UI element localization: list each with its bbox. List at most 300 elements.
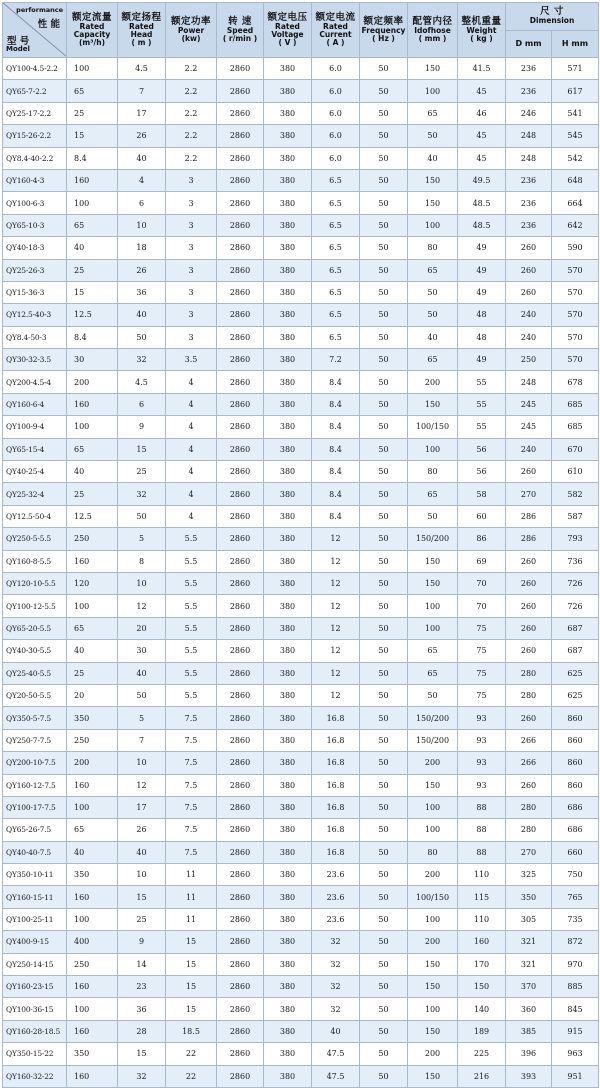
dim-h-cell: 963: [552, 1043, 599, 1065]
frequency-cell: 50: [360, 796, 408, 818]
current-cell: 32: [312, 953, 360, 975]
dim-h-cell: 678: [552, 371, 599, 393]
head-cell: 17: [118, 102, 166, 124]
capacity-cell: 40: [67, 640, 118, 662]
weight-cell: 48: [458, 304, 506, 326]
current-cell: 6.5: [312, 326, 360, 348]
dim-h-cell: 587: [552, 505, 599, 527]
capacity-cell: 65: [67, 438, 118, 460]
hose-cell: 50: [408, 684, 458, 706]
current-cell: 6.5: [312, 214, 360, 236]
table-row: [3, 572, 599, 594]
dim-d-cell: 360: [506, 998, 552, 1020]
dim-h-cell: 541: [552, 102, 599, 124]
table-row: [3, 416, 599, 438]
current-cell: 6.5: [312, 304, 360, 326]
frequency-cell: 50: [360, 572, 408, 594]
dim-h-cell: 670: [552, 438, 599, 460]
hose-cell: 80: [408, 237, 458, 259]
voltage-cell: 380: [264, 752, 312, 774]
weight-cell: 150: [458, 976, 506, 998]
current-cell: 16.8: [312, 752, 360, 774]
capacity-cell: 100: [67, 416, 118, 438]
head-cell: 7: [118, 729, 166, 751]
model-cell: QY40-25-4: [3, 461, 67, 483]
power-cell: 4: [166, 461, 217, 483]
power-cell: 5.5: [166, 640, 217, 662]
speed-cell: 2860: [217, 326, 264, 348]
dim-d-cell: 270: [506, 841, 552, 863]
model-cell: QY100-9-4: [3, 416, 67, 438]
performance-label: performance: [16, 6, 63, 14]
table-row: [3, 214, 599, 236]
speed-cell: 2860: [217, 483, 264, 505]
pump-spec-table: [2, 2, 599, 1088]
speed-cell: 2860: [217, 371, 264, 393]
dim-d-cell: 280: [506, 684, 552, 706]
voltage-cell: 380: [264, 147, 312, 169]
model-cell: QY25-26-3: [3, 259, 67, 281]
speed-cell: 2860: [217, 147, 264, 169]
head-cell: 6: [118, 192, 166, 214]
speed-cell: 2860: [217, 707, 264, 729]
dim-d-cell: 240: [506, 304, 552, 326]
speed-cell: 2860: [217, 528, 264, 550]
head-cell: 32: [118, 349, 166, 371]
power-cell: 11: [166, 908, 217, 930]
capacity-cell: 65: [67, 214, 118, 236]
table-row: [3, 125, 599, 147]
power-zh: 额定功率: [170, 16, 211, 28]
capacity-cell: 30: [67, 349, 118, 371]
head-cell: 26: [118, 819, 166, 841]
model-en-label: Model: [6, 45, 30, 53]
weight-cell: 93: [458, 774, 506, 796]
capacity-zh: 额定流量: [71, 12, 112, 24]
current-cell: 16.8: [312, 796, 360, 818]
table-row: [3, 349, 599, 371]
capacity-cell: 100: [67, 192, 118, 214]
spec-table-body: [3, 58, 599, 1088]
capacity-cell: 100: [67, 595, 118, 617]
hose-cell: 150: [408, 774, 458, 796]
current-cell: 23.6: [312, 908, 360, 930]
capacity-cell: 250: [67, 953, 118, 975]
weight-cell: 110: [458, 864, 506, 886]
dim-h-cell: 885: [552, 976, 599, 998]
capacity-cell: 350: [67, 1043, 118, 1065]
power-cell: 5.5: [166, 528, 217, 550]
speed-cell: 2860: [217, 617, 264, 639]
speed-cell: 2860: [217, 393, 264, 415]
voltage-cell: 380: [264, 908, 312, 930]
weight-header: [458, 3, 506, 58]
frequency-unit: ( Hz ): [372, 33, 395, 43]
corner-header: [3, 3, 67, 58]
voltage-cell: 380: [264, 1020, 312, 1042]
hose-cell: 150: [408, 192, 458, 214]
capacity-cell: 8.4: [67, 326, 118, 348]
dim-d-cell: 248: [506, 147, 552, 169]
weight-cell: 93: [458, 729, 506, 751]
current-cell: 16.8: [312, 707, 360, 729]
table-row: [3, 640, 599, 662]
dim-h-cell: 570: [552, 259, 599, 281]
table-row: [3, 998, 599, 1020]
voltage-cell: 380: [264, 550, 312, 572]
speed-cell: 2860: [217, 640, 264, 662]
current-cell: 6.5: [312, 237, 360, 259]
dim-d-cell: 236: [506, 58, 552, 80]
current-cell: 6.5: [312, 259, 360, 281]
current-cell: 6.0: [312, 102, 360, 124]
head-cell: 40: [118, 304, 166, 326]
table-row: [3, 796, 599, 818]
dim-d-cell: 260: [506, 774, 552, 796]
frequency-zh: 额定频率: [363, 16, 404, 28]
hose-cell: 200: [408, 752, 458, 774]
table-row: [3, 976, 599, 998]
voltage-cell: 380: [264, 572, 312, 594]
dimension-header: [506, 3, 599, 31]
dim-d-cell: 260: [506, 237, 552, 259]
weight-cell: 49: [458, 259, 506, 281]
dim-h-cell: 951: [552, 1065, 599, 1087]
model-cell: QY40-18-3: [3, 237, 67, 259]
voltage-cell: 380: [264, 371, 312, 393]
current-cell: 47.5: [312, 1065, 360, 1087]
head-cell: 7: [118, 80, 166, 102]
frequency-cell: 50: [360, 1020, 408, 1042]
weight-cell: 140: [458, 998, 506, 1020]
power-cell: 15: [166, 998, 217, 1020]
frequency-cell: 50: [360, 864, 408, 886]
current-cell: 8.4: [312, 371, 360, 393]
head-cell: 15: [118, 886, 166, 908]
current-cell: 6.5: [312, 192, 360, 214]
current-cell: 23.6: [312, 864, 360, 886]
power-cell: 3: [166, 259, 217, 281]
weight-cell: 170: [458, 953, 506, 975]
head-cell: 36: [118, 281, 166, 303]
frequency-cell: 50: [360, 1043, 408, 1065]
head-cell: 50: [118, 684, 166, 706]
speed-cell: 2860: [217, 886, 264, 908]
head-cell: 26: [118, 259, 166, 281]
capacity-cell: 25: [67, 259, 118, 281]
model-cell: QY65-15-4: [3, 438, 67, 460]
table-row: [3, 886, 599, 908]
weight-cell: 49: [458, 349, 506, 371]
weight-cell: 49.5: [458, 169, 506, 191]
weight-cell: 55: [458, 416, 506, 438]
model-cell: QY160-4-3: [3, 169, 67, 191]
voltage-zh: 额定电压: [267, 12, 308, 24]
head-cell: 25: [118, 908, 166, 930]
power-cell: 7.5: [166, 819, 217, 841]
power-cell: 2.2: [166, 147, 217, 169]
model-cell: QY25-17-2.2: [3, 102, 67, 124]
power-cell: 5.5: [166, 550, 217, 572]
capacity-cell: 65: [67, 80, 118, 102]
dim-d-cell: 393: [506, 1065, 552, 1087]
capacity-cell: 200: [67, 752, 118, 774]
model-cell: QY250-7-7.5: [3, 729, 67, 751]
dim-d-cell: 236: [506, 192, 552, 214]
speed-en1: Speed: [226, 26, 254, 36]
dim-h-cell: 750: [552, 864, 599, 886]
frequency-cell: 50: [360, 841, 408, 863]
dim-d-cell: 260: [506, 461, 552, 483]
frequency-cell: 50: [360, 774, 408, 796]
head-header: [118, 3, 166, 58]
speed-cell: 2860: [217, 572, 264, 594]
weight-cell: 160: [458, 931, 506, 953]
dim-h-cell: 582: [552, 483, 599, 505]
current-zh: 额定电流: [315, 12, 356, 24]
power-cell: 15: [166, 953, 217, 975]
hose-cell: 100/150: [408, 416, 458, 438]
dim-d-cell: 260: [506, 572, 552, 594]
header-row: [3, 3, 599, 31]
current-cell: 8.4: [312, 505, 360, 527]
dim-d-cell: 385: [506, 1020, 552, 1042]
dim-h-cell: 726: [552, 595, 599, 617]
dim-h-cell: 625: [552, 662, 599, 684]
head-cell: 20: [118, 617, 166, 639]
dim-d-cell: 266: [506, 752, 552, 774]
hose-cell: 100: [408, 998, 458, 1020]
table-row: [3, 259, 599, 281]
dim-d-cell: 260: [506, 640, 552, 662]
model-cell: QY100-4.5-2.2: [3, 58, 67, 80]
power-cell: 7.5: [166, 841, 217, 863]
hose-cell: 100: [408, 819, 458, 841]
voltage-cell: 380: [264, 707, 312, 729]
current-cell: 16.8: [312, 841, 360, 863]
hose-cell: 100: [408, 617, 458, 639]
frequency-cell: 50: [360, 662, 408, 684]
head-cell: 50: [118, 326, 166, 348]
dim-h-cell: 685: [552, 416, 599, 438]
speed-cell: 2860: [217, 416, 264, 438]
model-cell: QY25-40-5.5: [3, 662, 67, 684]
frequency-cell: 50: [360, 237, 408, 259]
head-cell: 17: [118, 796, 166, 818]
head-cell: 12: [118, 774, 166, 796]
frequency-cell: 50: [360, 438, 408, 460]
weight-cell: 70: [458, 595, 506, 617]
current-cell: 32: [312, 931, 360, 953]
frequency-cell: 50: [360, 886, 408, 908]
capacity-cell: 160: [67, 1065, 118, 1087]
dim-h-cell: 687: [552, 617, 599, 639]
model-cell: QY160-23-15: [3, 976, 67, 998]
model-cell: QY30-32-3.5: [3, 349, 67, 371]
speed-header: [217, 3, 264, 58]
dim-h-cell: 545: [552, 125, 599, 147]
voltage-cell: 380: [264, 886, 312, 908]
weight-cell: 56: [458, 438, 506, 460]
head-cell: 6: [118, 393, 166, 415]
capacity-en2: Capacity: [73, 30, 111, 40]
hose-cell: 200: [408, 1043, 458, 1065]
weight-cell: 46: [458, 102, 506, 124]
capacity-cell: 250: [67, 729, 118, 751]
power-cell: 3.5: [166, 349, 217, 371]
dim-d-cell: 370: [506, 976, 552, 998]
voltage-en2: Voltage: [271, 30, 304, 40]
current-cell: 12: [312, 528, 360, 550]
dim-h-cell: 726: [552, 572, 599, 594]
voltage-cell: 380: [264, 259, 312, 281]
hose-cell: 150: [408, 1020, 458, 1042]
weight-cell: 93: [458, 752, 506, 774]
model-cell: QY350-15-22: [3, 1043, 67, 1065]
table-row: [3, 304, 599, 326]
weight-cell: 69: [458, 550, 506, 572]
hose-cell: 80: [408, 841, 458, 863]
head-unit: ( m ): [131, 37, 152, 47]
capacity-cell: 160: [67, 1020, 118, 1042]
voltage-cell: 380: [264, 774, 312, 796]
speed-cell: 2860: [217, 908, 264, 930]
power-cell: 2.2: [166, 102, 217, 124]
speed-cell: 2860: [217, 192, 264, 214]
head-cell: 26: [118, 125, 166, 147]
dim-d-cell: 260: [506, 617, 552, 639]
voltage-cell: 380: [264, 326, 312, 348]
weight-en1: Weight: [466, 26, 497, 36]
voltage-cell: 380: [264, 102, 312, 124]
frequency-cell: 50: [360, 819, 408, 841]
head-cell: 15: [118, 438, 166, 460]
weight-cell: 45: [458, 80, 506, 102]
frequency-cell: 50: [360, 349, 408, 371]
power-cell: 11: [166, 864, 217, 886]
dim-d-cell: 286: [506, 528, 552, 550]
head-cell: 40: [118, 147, 166, 169]
voltage-cell: 380: [264, 393, 312, 415]
frequency-cell: 50: [360, 617, 408, 639]
head-cell: 50: [118, 505, 166, 527]
model-cell: QY250-14-15: [3, 953, 67, 975]
dim-d-cell: 240: [506, 326, 552, 348]
table-row: [3, 192, 599, 214]
frequency-cell: 50: [360, 304, 408, 326]
head-cell: 4: [118, 169, 166, 191]
voltage-cell: 380: [264, 796, 312, 818]
hose-cell: 100/150: [408, 886, 458, 908]
model-cell: QY65-26-7.5: [3, 819, 67, 841]
model-cell: QY200-4.5-4: [3, 371, 67, 393]
power-cell: 5.5: [166, 684, 217, 706]
hose-cell: 65: [408, 349, 458, 371]
dim-d-cell: 245: [506, 393, 552, 415]
head-cell: 15: [118, 1043, 166, 1065]
table-row: [3, 326, 599, 348]
dim-d-cell: 250: [506, 349, 552, 371]
head-cell: 4.5: [118, 371, 166, 393]
speed-cell: 2860: [217, 595, 264, 617]
table-row: [3, 102, 599, 124]
frequency-cell: 50: [360, 147, 408, 169]
dim-d-cell: 248: [506, 125, 552, 147]
current-cell: 12: [312, 572, 360, 594]
head-cell: 8: [118, 550, 166, 572]
voltage-header: [264, 3, 312, 58]
head-cell: 10: [118, 214, 166, 236]
dim-h-cell: 793: [552, 528, 599, 550]
hose-cell: 150/200: [408, 707, 458, 729]
head-cell: 32: [118, 483, 166, 505]
voltage-en1: Rated: [275, 22, 300, 32]
table-row: [3, 371, 599, 393]
speed-cell: 2860: [217, 259, 264, 281]
power-cell: 2.2: [166, 58, 217, 80]
power-cell: 4: [166, 483, 217, 505]
frequency-cell: 50: [360, 640, 408, 662]
dim-h-cell: 970: [552, 953, 599, 975]
current-cell: 6.0: [312, 147, 360, 169]
weight-cell: 49: [458, 237, 506, 259]
frequency-cell: 50: [360, 595, 408, 617]
dim-h-cell: 687: [552, 640, 599, 662]
voltage-cell: 380: [264, 438, 312, 460]
table-row: [3, 684, 599, 706]
speed-cell: 2860: [217, 80, 264, 102]
hose-en1: Idofhose: [414, 26, 451, 36]
model-cell: QY100-12-5.5: [3, 595, 67, 617]
power-cell: 2.2: [166, 80, 217, 102]
head-cell: 12: [118, 595, 166, 617]
hose-cell: 150: [408, 393, 458, 415]
head-cell: 9: [118, 416, 166, 438]
voltage-unit: ( V ): [278, 37, 297, 47]
capacity-cell: 65: [67, 819, 118, 841]
capacity-cell: 160: [67, 976, 118, 998]
hose-cell: 200: [408, 864, 458, 886]
speed-cell: 2860: [217, 550, 264, 572]
dim-h-cell: 915: [552, 1020, 599, 1042]
voltage-cell: 380: [264, 617, 312, 639]
frequency-cell: 50: [360, 729, 408, 751]
frequency-cell: 50: [360, 102, 408, 124]
frequency-header: [360, 3, 408, 58]
table-row: [3, 931, 599, 953]
hose-cell: 65: [408, 640, 458, 662]
power-cell: 4: [166, 416, 217, 438]
weight-cell: 56: [458, 461, 506, 483]
voltage-cell: 380: [264, 684, 312, 706]
capacity-cell: 12.5: [67, 505, 118, 527]
table-row: [3, 461, 599, 483]
voltage-cell: 380: [264, 819, 312, 841]
hose-cell: 100: [408, 80, 458, 102]
current-en1: Rated: [323, 22, 348, 32]
speed-cell: 2860: [217, 125, 264, 147]
voltage-cell: 380: [264, 953, 312, 975]
voltage-cell: 380: [264, 349, 312, 371]
frequency-cell: 50: [360, 528, 408, 550]
hose-cell: 150/200: [408, 528, 458, 550]
model-cell: QY160-32-22: [3, 1065, 67, 1087]
head-cell: 40: [118, 841, 166, 863]
speed-zh: 转 速: [228, 16, 252, 28]
power-cell: 22: [166, 1043, 217, 1065]
dim-d-cell: 350: [506, 886, 552, 908]
power-cell: 5.5: [166, 617, 217, 639]
